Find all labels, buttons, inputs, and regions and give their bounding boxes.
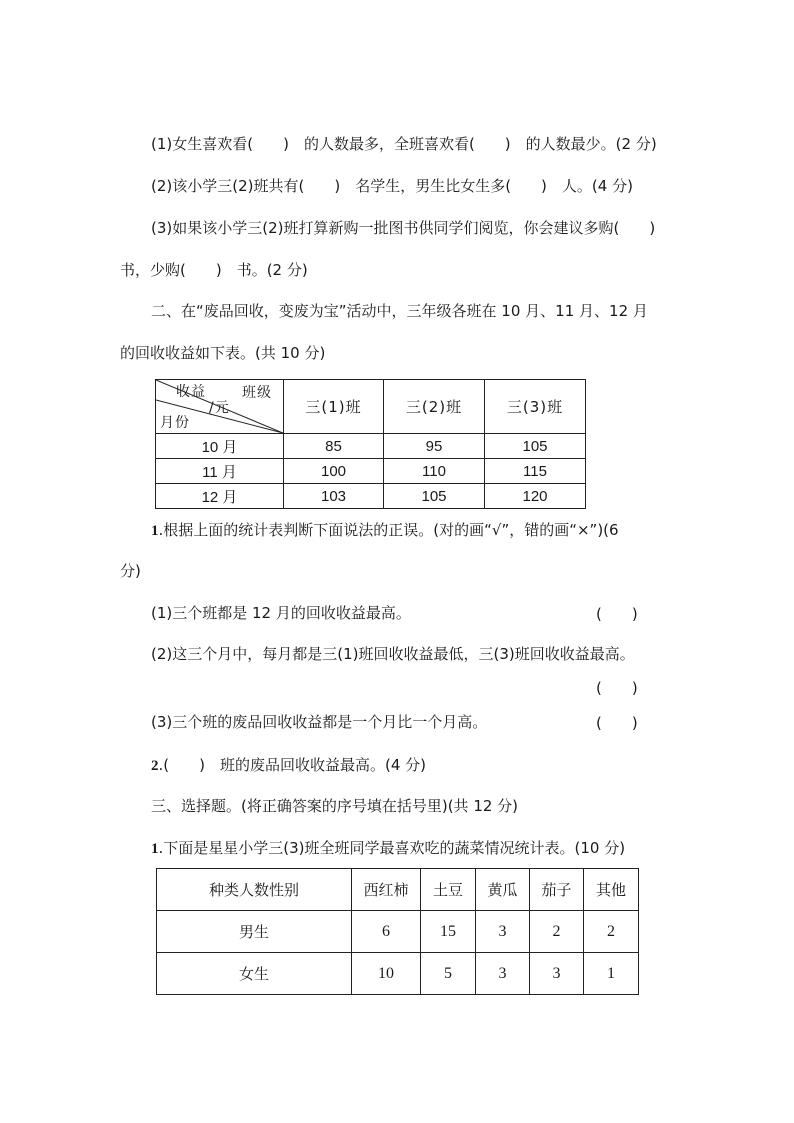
section-2-question-1-cont: 分)	[120, 562, 141, 580]
table-cell: 3	[530, 953, 584, 995]
question-text: .( ) 班的废品回收收益最高。(4 分)	[158, 756, 426, 774]
table-cell: 2	[530, 911, 584, 953]
table-corner-header	[156, 380, 284, 434]
question-text: .下面是星星小学三(3)班全班同学最喜欢吃的蔬菜情况统计表。(10 分)	[158, 839, 626, 857]
table-row	[156, 484, 586, 509]
table-cell: 5	[421, 953, 476, 995]
table-header-row	[157, 869, 639, 911]
table-cell: 103	[284, 484, 384, 509]
question-1-item-3-line-2: 书，少购( ) 书。(2 分)	[120, 261, 308, 279]
row-label: 12 月	[156, 484, 284, 509]
corner-label-month: 月份	[160, 415, 190, 431]
section-2-question-1	[151, 520, 619, 541]
table-cell: 105	[485, 434, 586, 459]
row-label: 11 月	[156, 459, 284, 484]
answer-paren-3: ( )	[596, 714, 638, 732]
column-header: 西红柿	[352, 869, 421, 911]
column-header: 三(2)班	[384, 380, 485, 434]
table-cell: 120	[485, 484, 586, 509]
row-label: 10 月	[156, 434, 284, 459]
question-1-item-1: (1)女生喜欢看( ) 的人数最多，全班喜欢看( ) 的人数最少。(2 分)	[151, 135, 657, 153]
question-1-item-2: (2)该小学三(2)班共有( ) 名学生，男生比女生多( ) 人。(4 分)	[151, 177, 633, 195]
table-row	[156, 434, 586, 459]
table-cell: 115	[485, 459, 586, 484]
table-cell: 2	[584, 911, 639, 953]
statement-1: (1)三个班都是 12 月的回收收益最高。	[151, 604, 411, 622]
question-number: 2	[151, 758, 159, 774]
section-2-question-2	[151, 755, 426, 776]
statement-3: (3)三个班的废品回收收益都是一个月比一个月高。	[151, 713, 488, 731]
column-header: 茄子	[530, 869, 584, 911]
question-number: 1	[151, 523, 159, 539]
table-cell: 85	[284, 434, 384, 459]
table-cell: 10	[352, 953, 421, 995]
section-2-heading-line-1: 二、在“废品回收，变废为宝”活动中，三年级各班在 10 月、11 月、12 月	[151, 302, 648, 320]
table-cell: 95	[384, 434, 485, 459]
column-header: 其他	[584, 869, 639, 911]
column-header: 土豆	[421, 869, 476, 911]
table-cell: 3	[476, 911, 530, 953]
question-number: 1	[151, 841, 159, 857]
statement-2: (2)这三个月中，每月都是三(1)班回收收益最低，三(3)班回收收益最高。	[151, 645, 635, 663]
question-text: .根据上面的统计表判断下面说法的正误。(对的画“√”，错的画“×”)(6	[158, 521, 619, 539]
vegetable-preference-table	[156, 868, 639, 995]
recycling-income-table	[155, 379, 586, 509]
table-cell: 15	[421, 911, 476, 953]
section-3-question-1	[151, 838, 625, 859]
question-1-item-3-line-1: (3)如果该小学三(2)班打算新购一批图书供同学们阅览，你会建议多购( )	[151, 219, 656, 237]
corner-label-income: 收益	[176, 384, 206, 400]
corner-label-class: 班级	[242, 385, 272, 401]
table-cell: 6	[352, 911, 421, 953]
table-cell: 3	[476, 953, 530, 995]
answer-paren-2: ( )	[596, 679, 638, 697]
table-row	[157, 953, 639, 995]
table-cell: 105	[384, 484, 485, 509]
table-row	[156, 459, 586, 484]
answer-paren-1: ( )	[596, 605, 638, 623]
section-2-heading-line-2: 的回收收益如下表。(共 10 分)	[120, 344, 326, 362]
column-header: 种类人数性别	[157, 869, 352, 911]
table-cell: 110	[384, 459, 485, 484]
column-header: 黄瓜	[476, 869, 530, 911]
table-row	[157, 911, 639, 953]
section-3-heading: 三、选择题。(将正确答案的序号填在括号里)(共 12 分)	[151, 797, 519, 815]
row-label: 女生	[157, 953, 352, 995]
table-cell: 100	[284, 459, 384, 484]
table-cell: 1	[584, 953, 639, 995]
column-header: 三(3)班	[485, 380, 586, 434]
corner-label-unit: /元	[209, 400, 230, 416]
column-header: 三(1)班	[284, 380, 384, 434]
row-label: 男生	[157, 911, 352, 953]
